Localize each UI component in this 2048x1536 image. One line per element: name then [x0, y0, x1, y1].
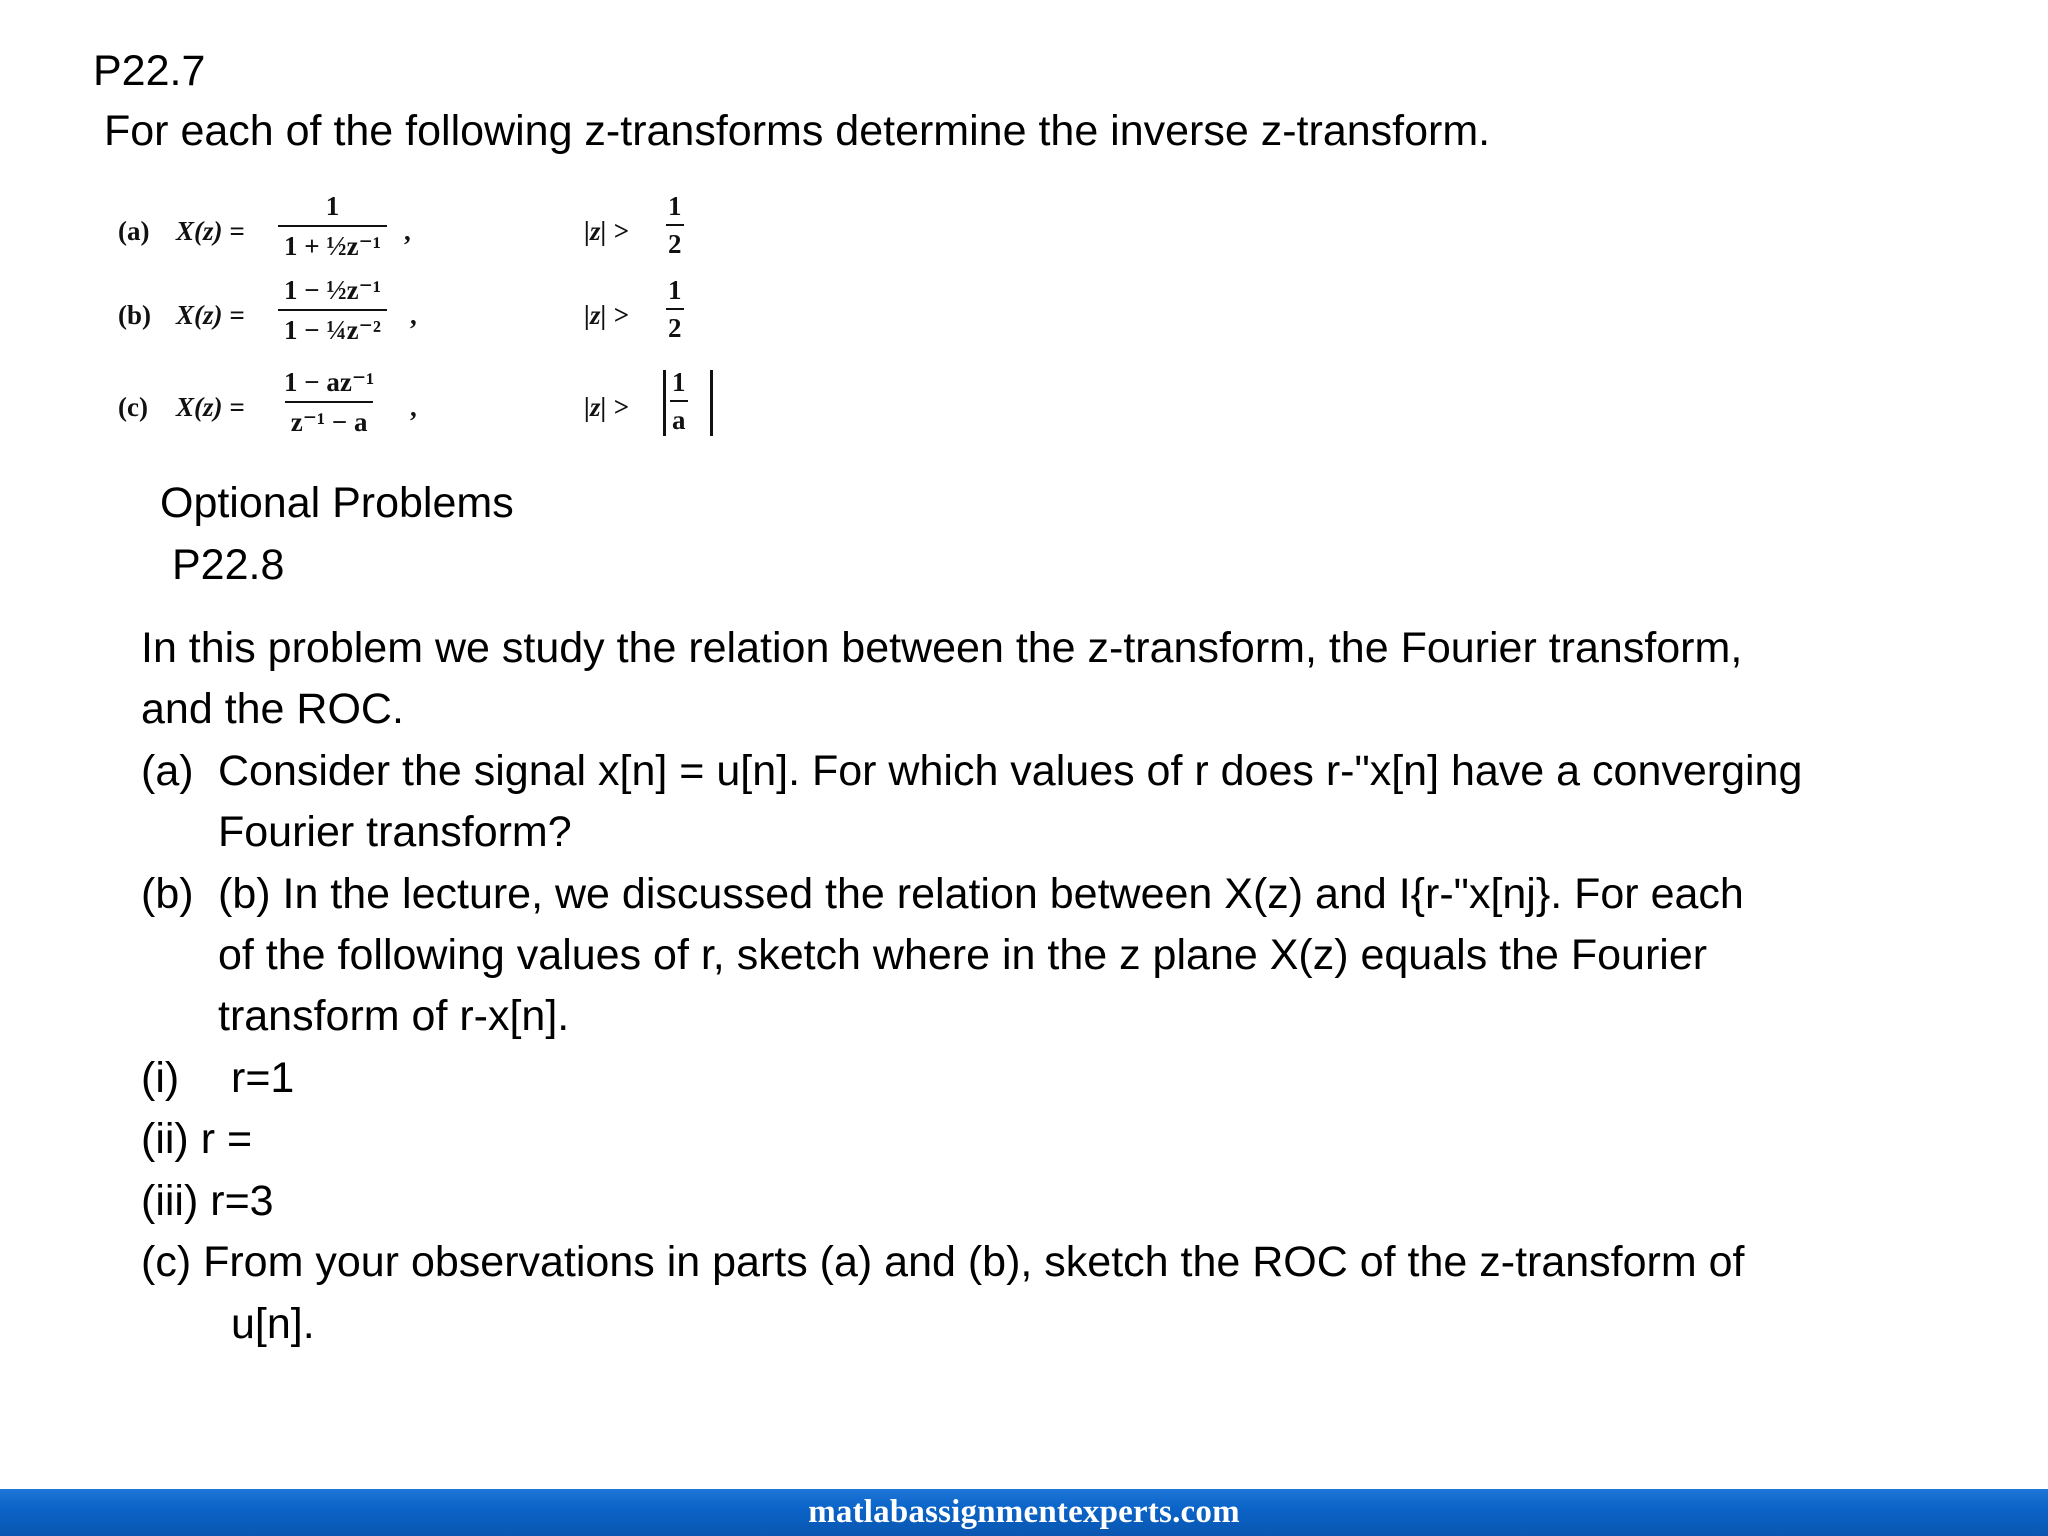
part-a-line-1: Consider the signal x[n] = u[n]. For which values of r does r-"x[n] have a converging [218, 747, 1803, 795]
fraction-numerator: 1 − az⁻¹ [284, 367, 375, 397]
fraction-denominator: z⁻¹ − a [285, 401, 374, 438]
part-c-line-2: u[n]. [231, 1300, 315, 1348]
equation-b [118, 274, 682, 358]
sub-item-i-value: r=1 [231, 1054, 295, 1102]
part-a-line-2: Fourier transform? [218, 808, 572, 856]
problem-id-p22-8: P22.8 [172, 541, 285, 589]
part-a-label: (a) [141, 747, 194, 795]
roc-denominator: 2 [666, 224, 684, 260]
footer-site-name: matlabassignmentexperts.com [808, 1494, 1240, 1530]
equation-fraction [278, 366, 380, 438]
roc-fraction [670, 366, 688, 436]
equation-lhs: X(z) = [176, 216, 245, 246]
equation-fraction [278, 274, 387, 346]
roc-numerator: 1 [668, 275, 682, 305]
equation-part-label: (c) [118, 392, 148, 422]
p22-8-intro-line-1: In this problem we study the relation between the z-transform, the Fourier transform, [141, 624, 1743, 672]
problem-intro: For each of the following z-transforms determine the inverse z-transform. [104, 107, 1491, 155]
absolute-value-bar-left [663, 370, 666, 436]
equation-comma: , [410, 300, 417, 330]
optional-problems-heading: Optional Problems [160, 479, 514, 527]
equation-part-label: (b) [118, 300, 151, 330]
fraction-numerator: 1 − ½z⁻¹ [284, 275, 381, 305]
roc-condition: |z| > [584, 216, 629, 246]
equation-lhs: X(z) = [176, 300, 245, 330]
roc-condition: |z| > [584, 392, 629, 422]
equation-fraction [278, 190, 387, 262]
fraction-numerator: 1 [325, 191, 340, 221]
footer-bar [0, 1489, 2048, 1536]
roc-fraction [666, 274, 684, 344]
equation-comma: , [410, 392, 417, 422]
equation-lhs: X(z) = [176, 392, 245, 422]
part-b-line-1: (b) In the lecture, we discussed the relation between X(z) and I{r-"x[nj}. For each [218, 870, 1744, 918]
roc-denominator: a [670, 400, 688, 436]
fraction-denominator: 1 − ¼z⁻² [278, 309, 387, 346]
roc-condition: |z| > [584, 300, 629, 330]
equation-a [118, 190, 682, 274]
roc-numerator: 1 [668, 191, 682, 221]
part-c-line-1: (c) From your observations in parts (a) and (b), sketch the ROC of the z-transform of [141, 1238, 1745, 1286]
equation-c [118, 366, 686, 450]
absolute-value-bar-right [710, 370, 713, 436]
equation-part-label: (a) [118, 216, 150, 246]
sub-item-ii: (ii) r = [141, 1115, 253, 1163]
roc-numerator: 1 [672, 367, 686, 397]
roc-denominator: 2 [666, 308, 684, 344]
p22-8-intro-line-2: and the ROC. [141, 685, 404, 733]
equation-comma: , [404, 216, 411, 246]
part-b-line-3: transform of r-x[n]. [218, 992, 570, 1040]
roc-fraction [666, 190, 684, 260]
part-b-label: (b) [141, 870, 194, 918]
sub-item-i-label: (i) [141, 1054, 180, 1102]
part-b-line-2: of the following values of r, sketch where in the z plane X(z) equals the Fourier [218, 931, 1708, 979]
problem-id-p22-7: P22.7 [93, 47, 206, 95]
sub-item-iii: (iii) r=3 [141, 1177, 274, 1225]
fraction-denominator: 1 + ½z⁻¹ [278, 225, 387, 262]
